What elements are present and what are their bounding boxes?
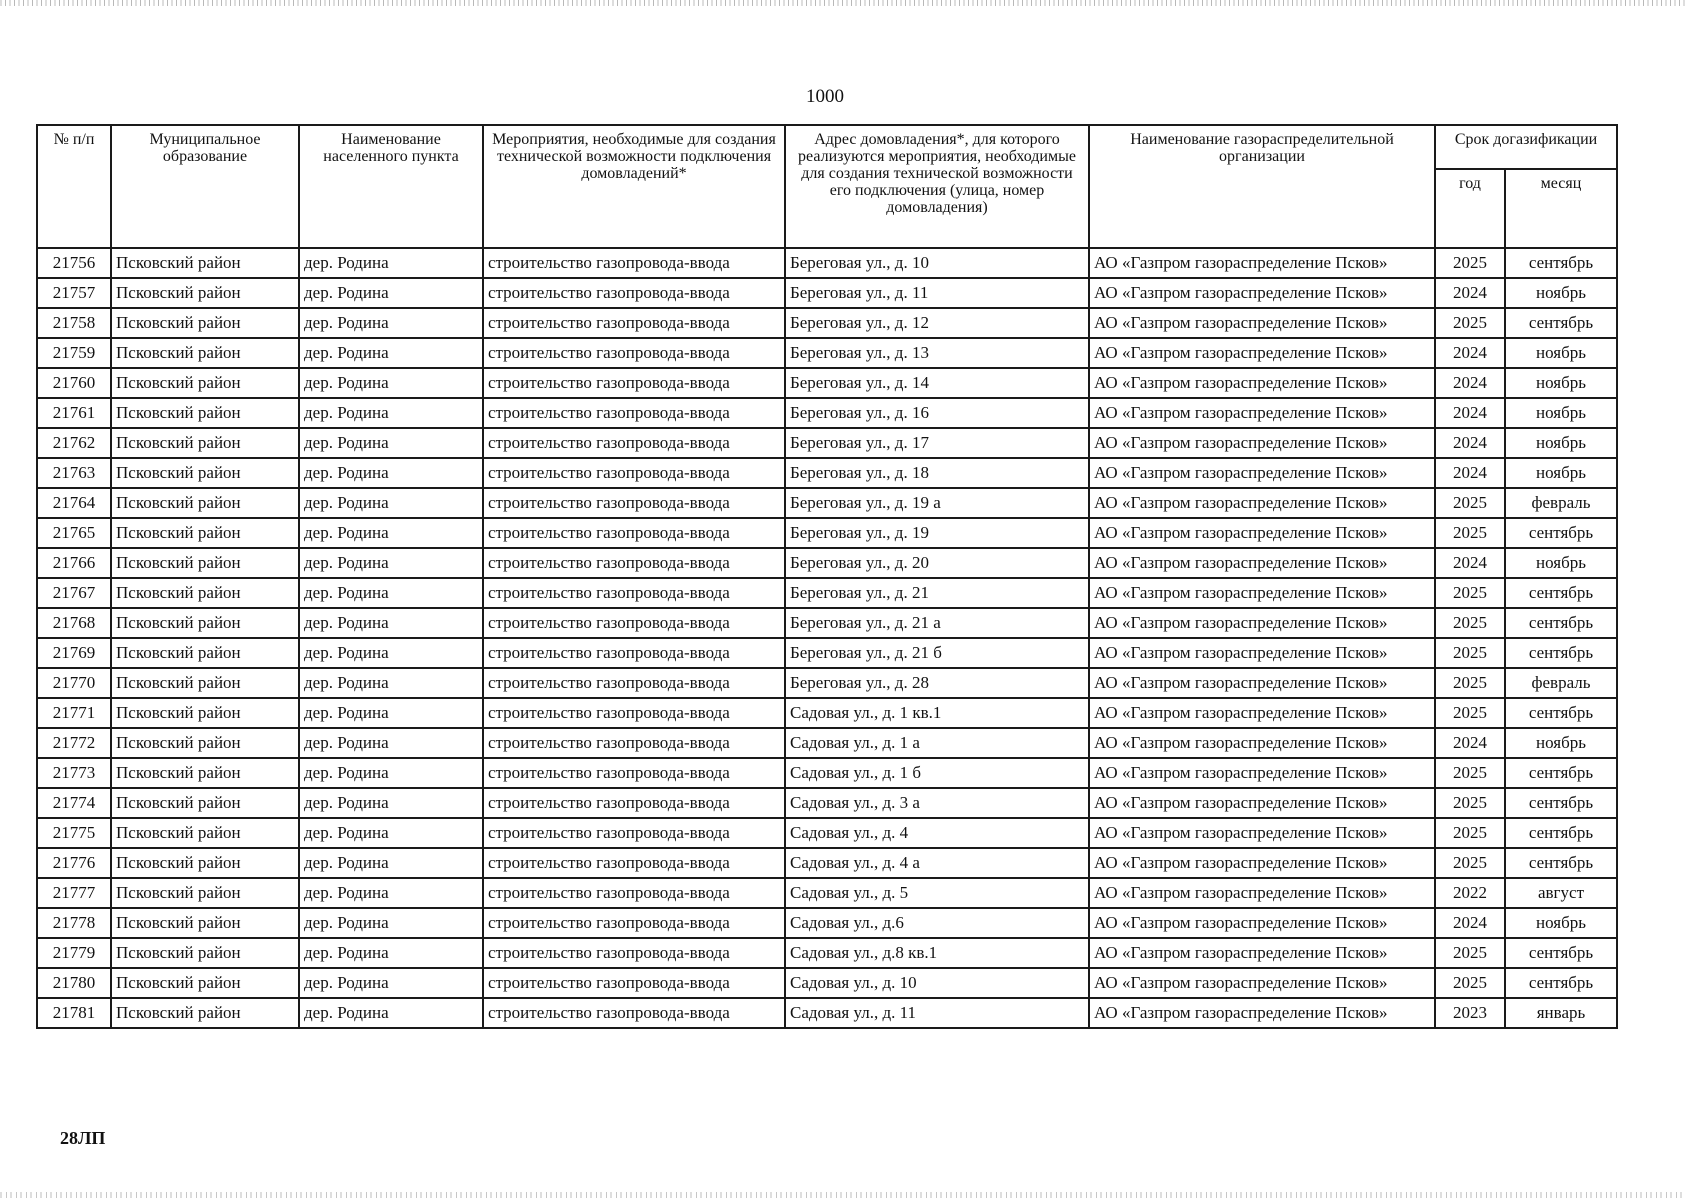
cell-month: февраль <box>1505 668 1617 698</box>
cell-year: 2025 <box>1435 938 1505 968</box>
cell-month: ноябрь <box>1505 338 1617 368</box>
cell-settlement: дер. Родина <box>299 608 483 638</box>
cell-year: 2025 <box>1435 578 1505 608</box>
cell-address: Береговая ул., д. 18 <box>785 458 1089 488</box>
table-row <box>37 398 1617 428</box>
cell-month: ноябрь <box>1505 908 1617 938</box>
cell-measure: строительство газопровода-ввода <box>483 488 785 518</box>
cell-year: 2025 <box>1435 608 1505 638</box>
header-deadline: Срок догазификации <box>1435 125 1617 169</box>
cell-address: Садовая ул., д. 5 <box>785 878 1089 908</box>
table-row <box>37 668 1617 698</box>
cell-num: 21771 <box>37 698 111 728</box>
cell-year: 2025 <box>1435 818 1505 848</box>
cell-settlement: дер. Родина <box>299 668 483 698</box>
cell-gas-org: АО «Газпром газораспределение Псков» <box>1089 998 1435 1028</box>
cell-municipality: Псковский район <box>111 398 299 428</box>
cell-municipality: Псковский район <box>111 938 299 968</box>
cell-measure: строительство газопровода-ввода <box>483 428 785 458</box>
cell-address: Садовая ул., д. 4 <box>785 818 1089 848</box>
cell-gas-org: АО «Газпром газораспределение Псков» <box>1089 368 1435 398</box>
cell-settlement: дер. Родина <box>299 818 483 848</box>
cell-address: Садовая ул., д. 3 а <box>785 788 1089 818</box>
header-year: год <box>1435 169 1505 248</box>
cell-measure: строительство газопровода-ввода <box>483 908 785 938</box>
cell-measure: строительство газопровода-ввода <box>483 398 785 428</box>
cell-municipality: Псковский район <box>111 878 299 908</box>
cell-month: сентябрь <box>1505 608 1617 638</box>
header-gas-org: Наименование газораспределительной организации <box>1089 125 1435 248</box>
cell-gas-org: АО «Газпром газораспределение Псков» <box>1089 848 1435 878</box>
cell-year: 2024 <box>1435 908 1505 938</box>
header-num: № п/п <box>37 125 111 248</box>
cell-year: 2025 <box>1435 308 1505 338</box>
cell-year: 2025 <box>1435 848 1505 878</box>
table-header <box>37 125 1617 248</box>
cell-gas-org: АО «Газпром газораспределение Псков» <box>1089 548 1435 578</box>
cell-gas-org: АО «Газпром газораспределение Псков» <box>1089 638 1435 668</box>
cell-num: 21776 <box>37 848 111 878</box>
cell-num: 21761 <box>37 398 111 428</box>
cell-gas-org: АО «Газпром газораспределение Псков» <box>1089 728 1435 758</box>
cell-settlement: дер. Родина <box>299 248 483 278</box>
cell-settlement: дер. Родина <box>299 278 483 308</box>
cell-year: 2024 <box>1435 398 1505 428</box>
cell-municipality: Псковский район <box>111 278 299 308</box>
cell-address: Садовая ул., д. 11 <box>785 998 1089 1028</box>
cell-num: 21765 <box>37 518 111 548</box>
cell-address: Береговая ул., д. 28 <box>785 668 1089 698</box>
cell-year: 2024 <box>1435 728 1505 758</box>
cell-num: 21763 <box>37 458 111 488</box>
cell-address: Береговая ул., д. 21 а <box>785 608 1089 638</box>
cell-municipality: Псковский район <box>111 968 299 998</box>
cell-gas-org: АО «Газпром газораспределение Псков» <box>1089 668 1435 698</box>
cell-gas-org: АО «Газпром газораспределение Псков» <box>1089 968 1435 998</box>
cell-address: Береговая ул., д. 21 б <box>785 638 1089 668</box>
table-row <box>37 938 1617 968</box>
header-address: Адрес домовладения*, для которого реализуются мероприятия, необходимые для создания технической возможности его подключения (улица, номер домовладения) <box>785 125 1089 248</box>
cell-month: сентябрь <box>1505 938 1617 968</box>
cell-year: 2025 <box>1435 758 1505 788</box>
header-municipality: Муниципальное образование <box>111 125 299 248</box>
cell-settlement: дер. Родина <box>299 698 483 728</box>
cell-month: ноябрь <box>1505 458 1617 488</box>
cell-address: Береговая ул., д. 10 <box>785 248 1089 278</box>
cell-settlement: дер. Родина <box>299 938 483 968</box>
cell-municipality: Псковский район <box>111 698 299 728</box>
table-row <box>37 488 1617 518</box>
cell-year: 2024 <box>1435 338 1505 368</box>
cell-measure: строительство газопровода-ввода <box>483 518 785 548</box>
cell-gas-org: АО «Газпром газораспределение Псков» <box>1089 938 1435 968</box>
cell-num: 21781 <box>37 998 111 1028</box>
table-row <box>37 908 1617 938</box>
cell-measure: строительство газопровода-ввода <box>483 638 785 668</box>
cell-measure: строительство газопровода-ввода <box>483 548 785 578</box>
cell-measure: строительство газопровода-ввода <box>483 968 785 998</box>
table-row <box>37 428 1617 458</box>
cell-num: 21773 <box>37 758 111 788</box>
cell-settlement: дер. Родина <box>299 458 483 488</box>
cell-month: сентябрь <box>1505 758 1617 788</box>
cell-month: ноябрь <box>1505 548 1617 578</box>
cell-municipality: Псковский район <box>111 608 299 638</box>
cell-municipality: Псковский район <box>111 848 299 878</box>
cell-address: Береговая ул., д. 14 <box>785 368 1089 398</box>
cell-gas-org: АО «Газпром газораспределение Псков» <box>1089 338 1435 368</box>
cell-settlement: дер. Родина <box>299 428 483 458</box>
cell-num: 21769 <box>37 638 111 668</box>
cell-municipality: Псковский район <box>111 818 299 848</box>
cell-year: 2023 <box>1435 998 1505 1028</box>
cell-month: сентябрь <box>1505 308 1617 338</box>
cell-gas-org: АО «Газпром газораспределение Псков» <box>1089 278 1435 308</box>
cell-month: сентябрь <box>1505 968 1617 998</box>
cell-month: август <box>1505 878 1617 908</box>
cell-num: 21762 <box>37 428 111 458</box>
cell-num: 21772 <box>37 728 111 758</box>
cell-municipality: Псковский район <box>111 548 299 578</box>
cell-gas-org: АО «Газпром газораспределение Псков» <box>1089 758 1435 788</box>
cell-month: ноябрь <box>1505 368 1617 398</box>
cell-year: 2024 <box>1435 428 1505 458</box>
cell-measure: строительство газопровода-ввода <box>483 608 785 638</box>
cell-gas-org: АО «Газпром газораспределение Псков» <box>1089 878 1435 908</box>
cell-num: 21777 <box>37 878 111 908</box>
cell-measure: строительство газопровода-ввода <box>483 458 785 488</box>
header-measures: Мероприятия, необходимые для создания технической возможности подключения домовладений* <box>483 125 785 248</box>
cell-municipality: Псковский район <box>111 428 299 458</box>
cell-measure: строительство газопровода-ввода <box>483 788 785 818</box>
cell-gas-org: АО «Газпром газораспределение Псков» <box>1089 428 1435 458</box>
cell-num: 21780 <box>37 968 111 998</box>
table-row <box>37 368 1617 398</box>
table-row <box>37 698 1617 728</box>
cell-month: сентябрь <box>1505 818 1617 848</box>
cell-settlement: дер. Родина <box>299 788 483 818</box>
cell-measure: строительство газопровода-ввода <box>483 878 785 908</box>
cell-measure: строительство газопровода-ввода <box>483 248 785 278</box>
cell-year: 2022 <box>1435 878 1505 908</box>
table-row <box>37 578 1617 608</box>
cell-settlement: дер. Родина <box>299 398 483 428</box>
cell-address: Садовая ул., д. 1 кв.1 <box>785 698 1089 728</box>
cell-year: 2024 <box>1435 368 1505 398</box>
cell-year: 2024 <box>1435 458 1505 488</box>
cell-address: Береговая ул., д. 17 <box>785 428 1089 458</box>
cell-municipality: Псковский район <box>111 728 299 758</box>
cell-month: ноябрь <box>1505 728 1617 758</box>
page-number: 1000 <box>806 86 844 107</box>
cell-year: 2025 <box>1435 518 1505 548</box>
cell-month: ноябрь <box>1505 428 1617 458</box>
table-row <box>37 548 1617 578</box>
cell-municipality: Псковский район <box>111 638 299 668</box>
cell-settlement: дер. Родина <box>299 878 483 908</box>
cell-month: ноябрь <box>1505 398 1617 428</box>
scan-edge-bottom <box>0 1192 1686 1198</box>
cell-num: 21756 <box>37 248 111 278</box>
cell-address: Береговая ул., д. 13 <box>785 338 1089 368</box>
cell-measure: строительство газопровода-ввода <box>483 668 785 698</box>
table-row <box>37 248 1617 278</box>
cell-gas-org: АО «Газпром газораспределение Псков» <box>1089 788 1435 818</box>
cell-num: 21774 <box>37 788 111 818</box>
cell-measure: строительство газопровода-ввода <box>483 338 785 368</box>
cell-municipality: Псковский район <box>111 488 299 518</box>
cell-year: 2025 <box>1435 488 1505 518</box>
table-row <box>37 338 1617 368</box>
cell-municipality: Псковский район <box>111 668 299 698</box>
cell-municipality: Псковский район <box>111 518 299 548</box>
cell-address: Садовая ул., д.6 <box>785 908 1089 938</box>
gasification-table <box>36 124 1618 1029</box>
cell-settlement: дер. Родина <box>299 518 483 548</box>
cell-address: Садовая ул., д. 4 а <box>785 848 1089 878</box>
cell-gas-org: АО «Газпром газораспределение Псков» <box>1089 308 1435 338</box>
cell-gas-org: АО «Газпром газораспределение Псков» <box>1089 578 1435 608</box>
cell-month: сентябрь <box>1505 578 1617 608</box>
cell-gas-org: АО «Газпром газораспределение Псков» <box>1089 518 1435 548</box>
cell-settlement: дер. Родина <box>299 548 483 578</box>
table-row <box>37 308 1617 338</box>
cell-settlement: дер. Родина <box>299 908 483 938</box>
cell-num: 21766 <box>37 548 111 578</box>
cell-measure: строительство газопровода-ввода <box>483 278 785 308</box>
cell-municipality: Псковский район <box>111 248 299 278</box>
cell-settlement: дер. Родина <box>299 338 483 368</box>
table-row <box>37 278 1617 308</box>
cell-gas-org: АО «Газпром газораспределение Псков» <box>1089 398 1435 428</box>
cell-address: Садовая ул., д.8 кв.1 <box>785 938 1089 968</box>
header-month: месяц <box>1505 169 1617 248</box>
cell-month: сентябрь <box>1505 848 1617 878</box>
cell-municipality: Псковский район <box>111 578 299 608</box>
cell-settlement: дер. Родина <box>299 728 483 758</box>
cell-gas-org: АО «Газпром газораспределение Псков» <box>1089 608 1435 638</box>
cell-address: Береговая ул., д. 19 <box>785 518 1089 548</box>
table-row <box>37 758 1617 788</box>
cell-settlement: дер. Родина <box>299 308 483 338</box>
cell-settlement: дер. Родина <box>299 758 483 788</box>
cell-measure: строительство газопровода-ввода <box>483 698 785 728</box>
cell-gas-org: АО «Газпром газораспределение Псков» <box>1089 908 1435 938</box>
cell-num: 21779 <box>37 938 111 968</box>
cell-address: Садовая ул., д. 10 <box>785 968 1089 998</box>
cell-settlement: дер. Родина <box>299 488 483 518</box>
table-row <box>37 968 1617 998</box>
cell-settlement: дер. Родина <box>299 848 483 878</box>
cell-month: сентябрь <box>1505 698 1617 728</box>
cell-gas-org: АО «Газпром газораспределение Псков» <box>1089 488 1435 518</box>
cell-address: Береговая ул., д. 21 <box>785 578 1089 608</box>
cell-address: Береговая ул., д. 12 <box>785 308 1089 338</box>
cell-gas-org: АО «Газпром газораспределение Псков» <box>1089 818 1435 848</box>
cell-year: 2025 <box>1435 698 1505 728</box>
cell-measure: строительство газопровода-ввода <box>483 728 785 758</box>
table-row <box>37 818 1617 848</box>
cell-month: сентябрь <box>1505 788 1617 818</box>
cell-municipality: Псковский район <box>111 998 299 1028</box>
cell-measure: строительство газопровода-ввода <box>483 998 785 1028</box>
cell-year: 2025 <box>1435 788 1505 818</box>
cell-municipality: Псковский район <box>111 368 299 398</box>
cell-year: 2024 <box>1435 548 1505 578</box>
cell-measure: строительство газопровода-ввода <box>483 848 785 878</box>
cell-measure: строительство газопровода-ввода <box>483 758 785 788</box>
cell-settlement: дер. Родина <box>299 578 483 608</box>
cell-address: Садовая ул., д. 1 а <box>785 728 1089 758</box>
table-row <box>37 518 1617 548</box>
cell-num: 21767 <box>37 578 111 608</box>
table-row <box>37 458 1617 488</box>
cell-num: 21778 <box>37 908 111 938</box>
cell-settlement: дер. Родина <box>299 368 483 398</box>
table-row <box>37 728 1617 758</box>
cell-month: сентябрь <box>1505 518 1617 548</box>
cell-gas-org: АО «Газпром газораспределение Псков» <box>1089 458 1435 488</box>
cell-municipality: Псковский район <box>111 308 299 338</box>
header-settlement: Наименование населенного пункта <box>299 125 483 248</box>
cell-num: 21770 <box>37 668 111 698</box>
cell-settlement: дер. Родина <box>299 998 483 1028</box>
cell-settlement: дер. Родина <box>299 968 483 998</box>
cell-municipality: Псковский район <box>111 788 299 818</box>
cell-year: 2025 <box>1435 638 1505 668</box>
cell-num: 21764 <box>37 488 111 518</box>
cell-measure: строительство газопровода-ввода <box>483 308 785 338</box>
cell-address: Садовая ул., д. 1 б <box>785 758 1089 788</box>
table-row <box>37 998 1617 1028</box>
cell-year: 2025 <box>1435 968 1505 998</box>
cell-num: 21768 <box>37 608 111 638</box>
cell-month: январь <box>1505 998 1617 1028</box>
table-row <box>37 878 1617 908</box>
cell-measure: строительство газопровода-ввода <box>483 368 785 398</box>
cell-municipality: Псковский район <box>111 908 299 938</box>
cell-num: 21760 <box>37 368 111 398</box>
table-row <box>37 788 1617 818</box>
cell-num: 21758 <box>37 308 111 338</box>
cell-month: февраль <box>1505 488 1617 518</box>
cell-month: сентябрь <box>1505 248 1617 278</box>
cell-gas-org: АО «Газпром газораспределение Псков» <box>1089 248 1435 278</box>
cell-measure: строительство газопровода-ввода <box>483 578 785 608</box>
cell-measure: строительство газопровода-ввода <box>483 938 785 968</box>
cell-address: Береговая ул., д. 16 <box>785 398 1089 428</box>
cell-num: 21775 <box>37 818 111 848</box>
cell-year: 2025 <box>1435 668 1505 698</box>
cell-month: ноябрь <box>1505 278 1617 308</box>
footer-code: 28ЛП <box>60 1128 106 1148</box>
cell-num: 21759 <box>37 338 111 368</box>
table-body <box>37 248 1617 1028</box>
cell-measure: строительство газопровода-ввода <box>483 818 785 848</box>
table-row <box>37 848 1617 878</box>
table-row <box>37 638 1617 668</box>
cell-year: 2024 <box>1435 278 1505 308</box>
cell-num: 21757 <box>37 278 111 308</box>
cell-settlement: дер. Родина <box>299 638 483 668</box>
cell-address: Береговая ул., д. 11 <box>785 278 1089 308</box>
cell-year: 2025 <box>1435 248 1505 278</box>
scan-edge-top <box>0 0 1686 6</box>
table-row <box>37 608 1617 638</box>
cell-address: Береговая ул., д. 19 а <box>785 488 1089 518</box>
cell-gas-org: АО «Газпром газораспределение Псков» <box>1089 698 1435 728</box>
cell-municipality: Псковский район <box>111 758 299 788</box>
cell-month: сентябрь <box>1505 638 1617 668</box>
cell-municipality: Псковский район <box>111 338 299 368</box>
cell-address: Береговая ул., д. 20 <box>785 548 1089 578</box>
cell-municipality: Псковский район <box>111 458 299 488</box>
